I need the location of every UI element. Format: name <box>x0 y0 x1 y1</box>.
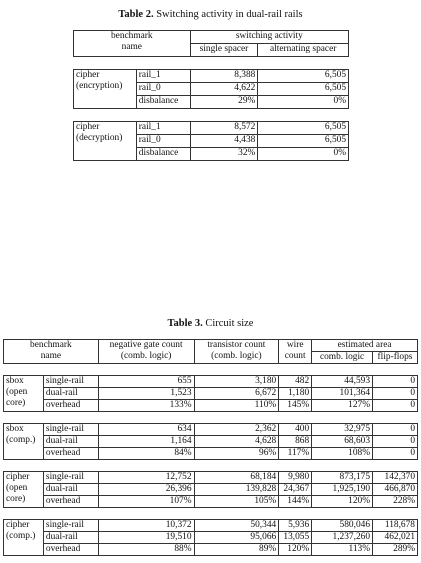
table2-caption-label: Table 2. <box>118 9 154 20</box>
table-row <box>4 520 418 532</box>
neg-gate-cell: 634 <box>98 424 194 436</box>
table2-group-name <box>74 122 137 161</box>
header-line: transistor count <box>207 340 266 350</box>
header-line: wire <box>286 340 304 350</box>
rail-cell: rail_0 <box>136 83 190 96</box>
table-row <box>4 496 418 508</box>
group-name-line: (decryption) <box>76 133 123 143</box>
group-name-line: (encryption) <box>76 81 123 91</box>
group-name-line: (comp.) <box>6 531 36 541</box>
wire-cell: 482 <box>279 376 312 388</box>
impl-cell: single-rail <box>43 520 98 532</box>
table3-gap <box>4 508 418 520</box>
transistor-cell: 68,184 <box>194 472 279 484</box>
comb-cell: 580,046 <box>312 520 373 532</box>
wire-cell: 144% <box>279 496 312 508</box>
group-name-line: (comp.) <box>6 435 36 445</box>
wire-cell: 13,055 <box>279 532 312 544</box>
table-row <box>4 544 418 556</box>
single-cell: 4,438 <box>190 135 258 148</box>
neg-gate-cell: 1,164 <box>98 436 194 448</box>
neg-gate-cell: 1,523 <box>98 388 194 400</box>
table3-gap <box>4 364 418 376</box>
neg-gate-cell: 107% <box>98 496 194 508</box>
table3-caption <box>0 318 421 330</box>
neg-gate-cell: 133% <box>98 400 194 412</box>
ff-cell: 0 <box>373 376 418 388</box>
impl-cell: overhead <box>43 448 98 460</box>
table3-group-name <box>4 376 44 412</box>
table3-header-wire <box>279 340 312 364</box>
group-name-line: cipher <box>76 70 100 80</box>
ff-cell: 0 <box>373 448 418 460</box>
comb-cell: 108% <box>312 448 373 460</box>
transistor-cell: 110% <box>194 400 279 412</box>
comb-cell: 32,975 <box>312 424 373 436</box>
group-name-line: (open <box>6 387 28 397</box>
table2-header-benchmark <box>74 31 191 57</box>
table-row <box>4 388 418 400</box>
table2-group-name <box>74 70 137 109</box>
table3-header-est-area: estimated area <box>312 340 418 352</box>
rail-cell: rail_1 <box>136 70 190 83</box>
group-name-line: cipher <box>6 472 30 482</box>
ff-cell: 118,678 <box>373 520 418 532</box>
single-cell: 4,622 <box>190 83 258 96</box>
table3-caption-text: Circuit size <box>205 318 254 329</box>
ff-cell: 0 <box>373 388 418 400</box>
neg-gate-cell: 10,372 <box>98 520 194 532</box>
alternating-cell: 6,505 <box>258 83 349 96</box>
group-name-line: cipher <box>6 520 30 530</box>
wire-cell: 5,936 <box>279 520 312 532</box>
table2-caption <box>0 9 421 21</box>
alternating-cell: 0% <box>258 148 349 161</box>
neg-gate-cell: 19,510 <box>98 532 194 544</box>
neg-gate-cell: 88% <box>98 544 194 556</box>
table3-header-transistor <box>194 340 279 364</box>
table2-header-alternating: alternating spacer <box>258 44 349 57</box>
comb-cell: 120% <box>312 496 373 508</box>
impl-cell: single-rail <box>43 376 98 388</box>
transistor-cell: 139,828 <box>194 484 279 496</box>
table-row <box>4 436 418 448</box>
comb-cell: 1,237,260 <box>312 532 373 544</box>
table3-group-name <box>4 520 44 556</box>
group-name-line: sbox <box>6 424 24 434</box>
transistor-cell: 4,628 <box>194 436 279 448</box>
comb-cell: 68,603 <box>312 436 373 448</box>
alternating-cell: 6,505 <box>258 70 349 83</box>
group-name-line: core) <box>6 494 26 504</box>
single-cell: 8,572 <box>190 122 258 135</box>
table-row <box>74 122 349 135</box>
impl-cell: dual-rail <box>43 436 98 448</box>
comb-cell: 127% <box>312 400 373 412</box>
header-line: name <box>40 351 62 361</box>
transistor-cell: 89% <box>194 544 279 556</box>
ff-cell: 466,870 <box>373 484 418 496</box>
group-name-line: cipher <box>76 122 100 132</box>
single-cell: 8,388 <box>190 70 258 83</box>
impl-cell: dual-rail <box>43 388 98 400</box>
table3-gap <box>4 460 418 472</box>
table-row <box>4 376 418 388</box>
rail-cell: disbalance <box>136 96 190 109</box>
header-line: (comb. logic) <box>211 351 262 361</box>
wire-cell: 1,180 <box>279 388 312 400</box>
transistor-cell: 96% <box>194 448 279 460</box>
table3-header-comb-logic: comb. logic <box>312 352 373 364</box>
header-line: (comb. logic) <box>120 351 172 361</box>
comb-cell: 873,175 <box>312 472 373 484</box>
table3-group-name <box>4 472 44 508</box>
table2-gap <box>74 57 349 70</box>
impl-cell: dual-rail <box>43 484 98 496</box>
table-row <box>4 484 418 496</box>
alternating-cell: 0% <box>258 96 349 109</box>
table3-group-name <box>4 424 44 460</box>
group-name-line: sbox <box>6 376 24 386</box>
table3-caption-label: Table 3. <box>167 318 203 329</box>
table3-header-benchmark <box>4 340 99 364</box>
wire-cell: 9,980 <box>279 472 312 484</box>
neg-gate-cell: 655 <box>98 376 194 388</box>
wire-cell: 400 <box>279 424 312 436</box>
ff-cell: 462,021 <box>373 532 418 544</box>
single-cell: 32% <box>190 148 258 161</box>
table3-header-flip-flops: flip-flops <box>373 352 418 364</box>
impl-cell: single-rail <box>43 472 98 484</box>
group-name-line: (open <box>6 483 28 493</box>
wire-cell: 868 <box>279 436 312 448</box>
neg-gate-cell: 84% <box>98 448 194 460</box>
comb-cell: 101,364 <box>312 388 373 400</box>
transistor-cell: 6,672 <box>194 388 279 400</box>
comb-cell: 1,925,190 <box>312 484 373 496</box>
transistor-cell: 95,066 <box>194 532 279 544</box>
alternating-cell: 6,505 <box>258 122 349 135</box>
ff-cell: 289% <box>373 544 418 556</box>
table2-header-single: single spacer <box>190 44 258 57</box>
single-cell: 29% <box>190 96 258 109</box>
ff-cell: 0 <box>373 436 418 448</box>
table-row <box>74 70 349 83</box>
ff-cell: 0 <box>373 400 418 412</box>
neg-gate-cell: 12,752 <box>98 472 194 484</box>
table-row <box>4 400 418 412</box>
table2 <box>73 30 349 161</box>
ff-cell: 142,370 <box>373 472 418 484</box>
ff-cell: 228% <box>373 496 418 508</box>
group-name-line: core) <box>6 398 26 408</box>
transistor-cell: 3,180 <box>194 376 279 388</box>
wire-cell: 145% <box>279 400 312 412</box>
alternating-cell: 6,505 <box>258 135 349 148</box>
wire-cell: 24,367 <box>279 484 312 496</box>
comb-cell: 44,593 <box>312 376 373 388</box>
table2-caption-text: Switching activity in dual-rail rails <box>156 9 303 20</box>
header-line: negative gate count <box>109 340 183 350</box>
table-row <box>4 472 418 484</box>
table2-header-benchmark-line2: name <box>121 42 142 52</box>
rail-cell: rail_1 <box>136 122 190 135</box>
table3-gap <box>4 412 418 424</box>
transistor-cell: 2,362 <box>194 424 279 436</box>
table2-header-switching: switching activity <box>190 31 348 44</box>
transistor-cell: 50,344 <box>194 520 279 532</box>
table2-gap <box>74 109 349 122</box>
impl-cell: dual-rail <box>43 532 98 544</box>
neg-gate-cell: 26,396 <box>98 484 194 496</box>
ff-cell: 0 <box>373 424 418 436</box>
header-line: count <box>284 351 306 361</box>
rail-cell: disbalance <box>136 148 190 161</box>
impl-cell: single-rail <box>43 424 98 436</box>
table3 <box>3 339 418 556</box>
table-row <box>4 424 418 436</box>
comb-cell: 113% <box>312 544 373 556</box>
table3-header-neg-gate <box>98 340 194 364</box>
table-row <box>4 532 418 544</box>
wire-cell: 117% <box>279 448 312 460</box>
impl-cell: overhead <box>43 496 98 508</box>
wire-cell: 120% <box>279 544 312 556</box>
transistor-cell: 105% <box>194 496 279 508</box>
table2-header-benchmark-line1: benchmark <box>110 31 153 41</box>
impl-cell: overhead <box>43 544 98 556</box>
rail-cell: rail_0 <box>136 135 190 148</box>
impl-cell: overhead <box>43 400 98 412</box>
table-row <box>4 448 418 460</box>
header-line: benchmark <box>30 340 72 350</box>
